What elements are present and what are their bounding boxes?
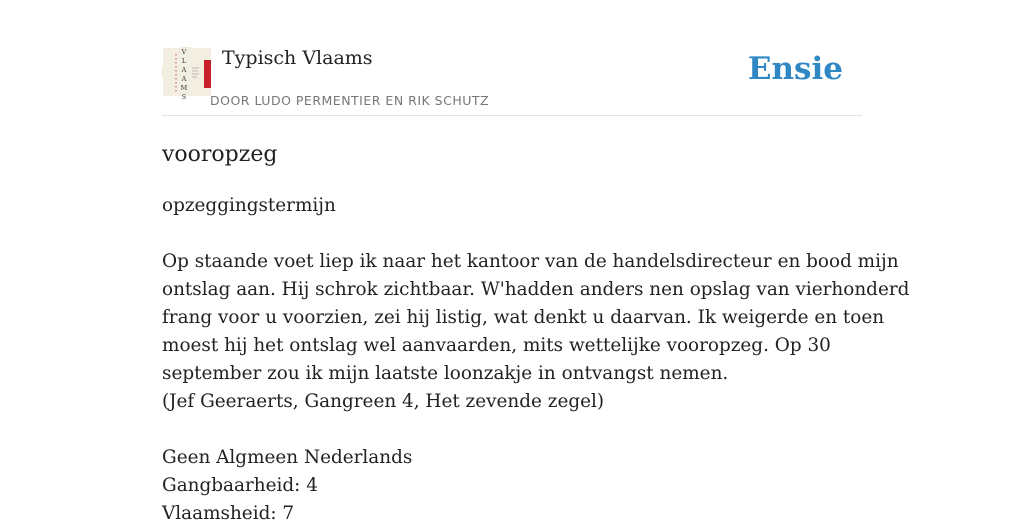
quote-line: september zou ik mijn laatste loonzakje in ontvangst nemen. [162, 363, 729, 384]
cover-letter: M [180, 84, 188, 92]
entry-body [162, 192, 910, 528]
cover-letter: A [181, 75, 187, 83]
book-title-link[interactable]: Typisch Vlaams [222, 47, 373, 69]
cover-letter: S [181, 93, 187, 101]
paragraph-spacer [162, 416, 862, 444]
page-container [162, 0, 910, 524]
book-authors: DOOR LUDO PERMENTIER EN RIK SCHUTZ [210, 93, 490, 108]
vlaamsheid-score: Vlaamsheid: 7 [162, 503, 295, 524]
book-cover-graphic [163, 48, 211, 101]
quote-line: frang voor u voorzien, zei hij listig, wat denkt u daarvan. Ik weigerde en toen [162, 307, 885, 328]
entry-title: vooropzeg [162, 142, 278, 167]
quote-line: Op staande voet liep ik naar het kantoor van de handelsdirecteur en bood mijn [162, 251, 899, 272]
quote-line: ontslag aan. Hij schrok zichtbaar. W'hadden anders nen opslag van vierhonderd [162, 279, 910, 300]
gangbaarheid-score: Gangbaarheid: 4 [162, 475, 318, 496]
quote-line: moest hij het ontslag wel aanvaarden, mits wettelijke vooropzeg. Op 30 [162, 335, 831, 356]
cover-letter: V [181, 48, 187, 56]
entry-definition: opzeggingstermijn [162, 195, 336, 216]
paragraph-spacer [162, 220, 862, 248]
quote-source: (Jef Geeraerts, Gangreen 4, Het zevende zegel) [162, 391, 605, 412]
cover-letter: A [181, 66, 187, 74]
book-cover-image[interactable] [162, 47, 210, 101]
standard-language-label: Geen Algmeen Nederlands [162, 447, 413, 468]
ensie-logo[interactable]: Ensie [747, 51, 843, 87]
cover-letter: L [181, 57, 187, 65]
header [162, 0, 862, 116]
